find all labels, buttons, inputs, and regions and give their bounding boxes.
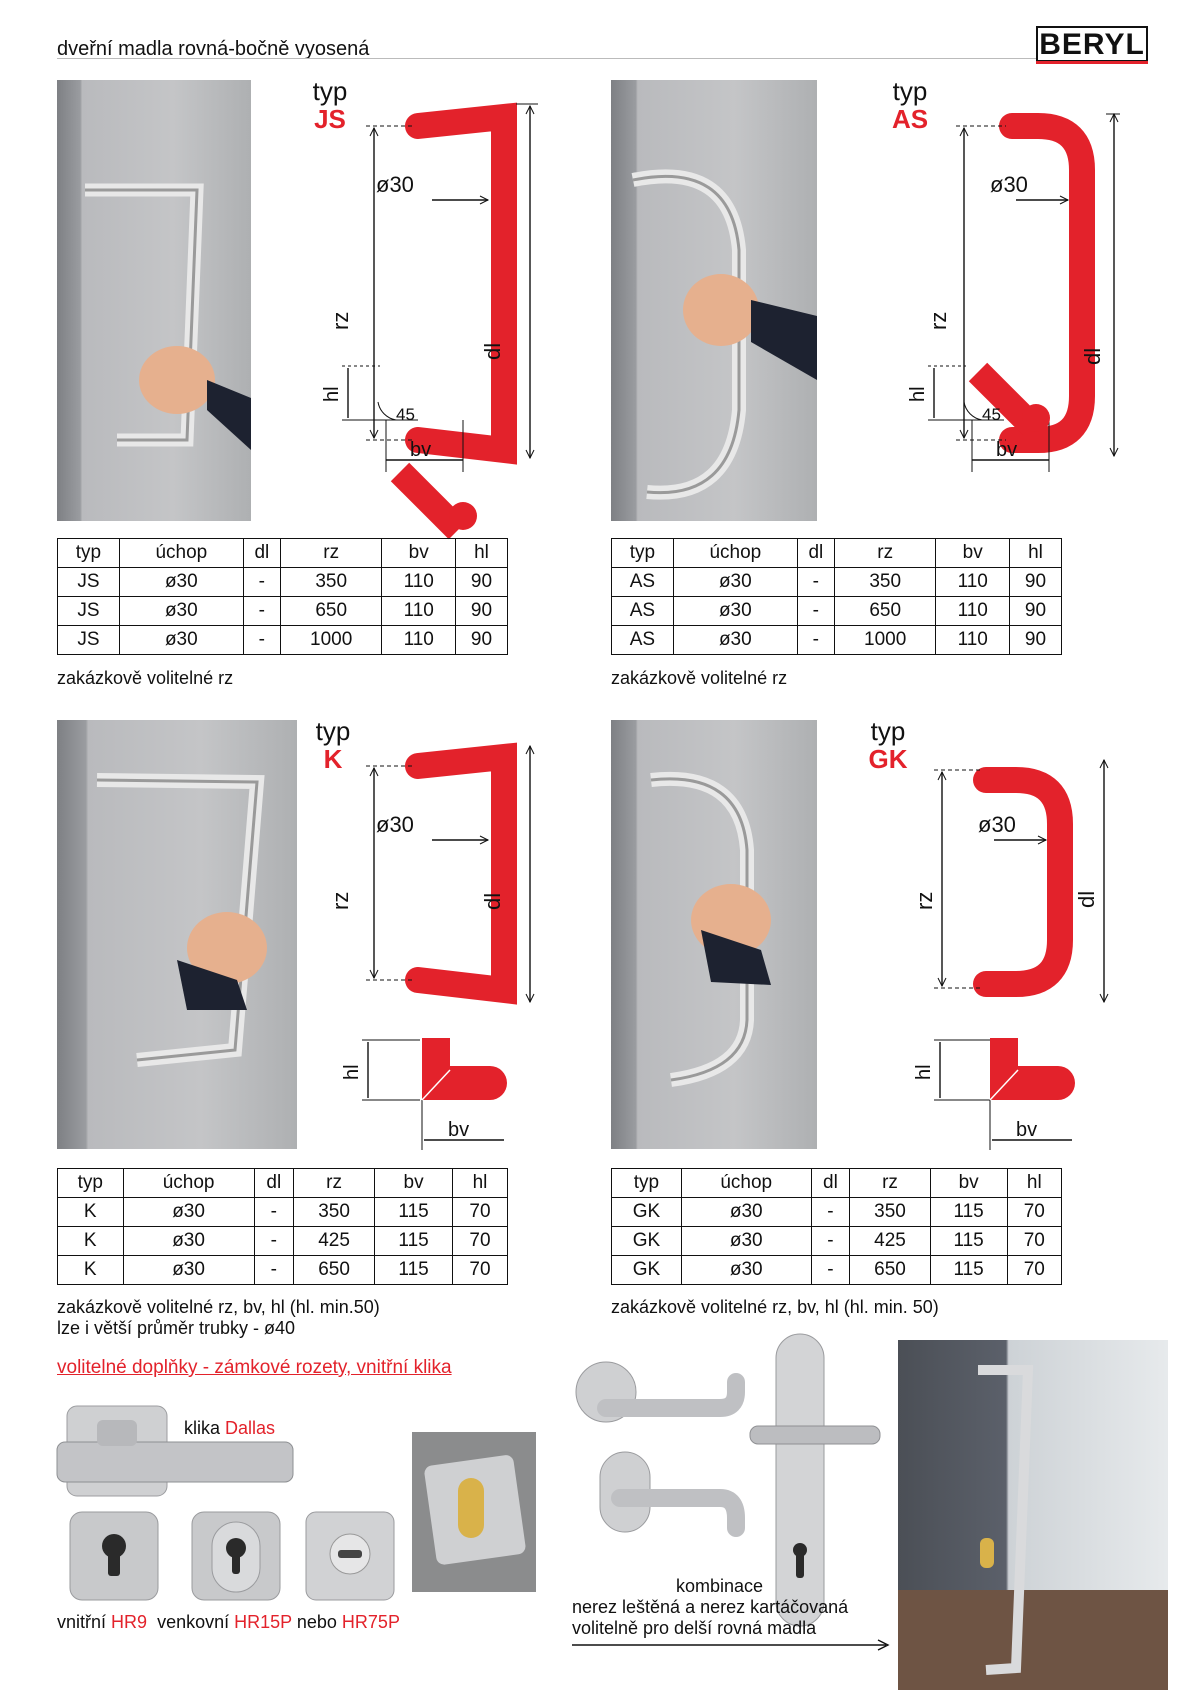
js-rz-label: rz — [328, 311, 353, 330]
k-spec-table — [57, 1168, 508, 1285]
logo-underline — [1036, 61, 1148, 64]
k-note: zakázkově volitelné rz, bv, hl (hl. min.50) lze i větší průměr trubky - ø40 — [57, 1297, 380, 1338]
gk-section-drawing — [910, 1030, 1090, 1150]
js-section-drawing — [318, 360, 478, 495]
table-header-row: typ úchop dl rz bv hl — [58, 539, 508, 568]
gk-drawing — [908, 740, 1108, 1010]
page-title: dveřní madla rovná-bočně vyosená — [57, 38, 370, 60]
table-row: K ø30 - 350 115 70 — [58, 1198, 508, 1227]
gk-hl-label: hl — [913, 1064, 935, 1080]
as-bv-label: bv — [996, 439, 1018, 461]
k-dl-label: dl — [480, 892, 505, 910]
combination-caption: kombinace nerez leštěná a nerez kartáčovaná volitelně pro delší rovná madla — [572, 1576, 849, 1638]
js-dia-label: ø30 — [376, 172, 414, 197]
js-angle-label: 45 — [396, 405, 415, 424]
table-row: JS ø30 - 650 110 90 — [58, 597, 508, 626]
lever-round-image — [570, 1352, 740, 1442]
table-row: JS ø30 - 350 110 90 — [58, 568, 508, 597]
k-section-drawing — [340, 1030, 520, 1150]
rosette-hr15p-image — [190, 1510, 282, 1602]
beryl-logo: BERYL — [1036, 26, 1148, 62]
rosette-hr9-image — [68, 1510, 160, 1602]
accessories-heading: volitelné doplňky - zámkové rozety, vnitřní klika — [57, 1357, 452, 1378]
as-hl-label: hl — [907, 386, 929, 402]
gk-bv-label: bv — [1016, 1119, 1038, 1141]
k-drawing — [328, 740, 530, 1010]
as-dia-label: ø30 — [990, 172, 1028, 197]
k-photo — [57, 720, 297, 1149]
table-row: AS ø30 - 1000 110 90 — [612, 626, 1062, 655]
js-dl-label: dl — [480, 342, 505, 360]
title-divider — [57, 58, 1042, 59]
gk-dia-label: ø30 — [978, 812, 1016, 837]
table-row: AS ø30 - 350 110 90 — [612, 568, 1062, 597]
js-type-label: typ JS — [312, 76, 348, 134]
table-row: GK ø30 - 650 115 70 — [612, 1256, 1062, 1285]
gk-spec-table — [611, 1168, 1062, 1285]
k-rz-label: rz — [328, 891, 353, 910]
as-note: zakázkově volitelné rz — [611, 668, 788, 688]
combination-arrow — [572, 1638, 894, 1652]
as-section-drawing — [904, 360, 1064, 495]
table-row: GK ø30 - 350 115 70 — [612, 1198, 1062, 1227]
table-row: K ø30 - 650 115 70 — [58, 1256, 508, 1285]
gk-type-label: typ GK — [868, 716, 908, 774]
as-type-label: typ AS — [891, 76, 929, 134]
k-type-label: typ K — [315, 716, 351, 774]
js-bv-label: bv — [410, 439, 432, 461]
js-photo — [57, 80, 251, 521]
table-row: JS ø30 - 1000 110 90 — [58, 626, 508, 655]
long-handle-photo — [898, 1340, 1168, 1690]
gk-photo — [611, 720, 817, 1149]
rosette-photo — [412, 1432, 536, 1592]
dallas-lever-image — [57, 1400, 297, 1510]
gk-rz-label: rz — [912, 891, 937, 910]
as-dl-label: dl — [1080, 347, 1105, 365]
table-header-row: typ úchop dl rz bv hl — [612, 1169, 1062, 1198]
table-header-row: typ úchop dl rz bv hl — [58, 1169, 508, 1198]
as-rz-label: rz — [926, 311, 951, 330]
js-hl-label: hl — [321, 386, 343, 402]
lever-plate-image — [580, 1448, 750, 1548]
k-dia-label: ø30 — [376, 812, 414, 837]
gk-note: zakázkově volitelné rz, bv, hl (hl. min. 50) — [611, 1297, 939, 1317]
table-header-row: typ úchop dl rz bv hl — [612, 539, 1062, 568]
rosette-hr75p-image — [304, 1510, 396, 1602]
gk-dl-label: dl — [1074, 890, 1099, 908]
table-row: AS ø30 - 650 110 90 — [612, 597, 1062, 626]
js-note: zakázkově volitelné rz — [57, 668, 234, 688]
k-bv-label: bv — [448, 1119, 470, 1141]
js-spec-table — [57, 538, 508, 655]
as-spec-table — [611, 538, 1062, 655]
table-row: K ø30 - 425 115 70 — [58, 1227, 508, 1256]
rosettes-caption: vnitřní HR9 venkovní HR15P nebo HR75P — [57, 1612, 400, 1632]
as-angle-label: 45 — [982, 405, 1001, 424]
dallas-label: klika Dallas — [184, 1418, 276, 1438]
k-hl-label: hl — [341, 1064, 363, 1080]
table-row: GK ø30 - 425 115 70 — [612, 1227, 1062, 1256]
as-photo — [611, 80, 817, 521]
